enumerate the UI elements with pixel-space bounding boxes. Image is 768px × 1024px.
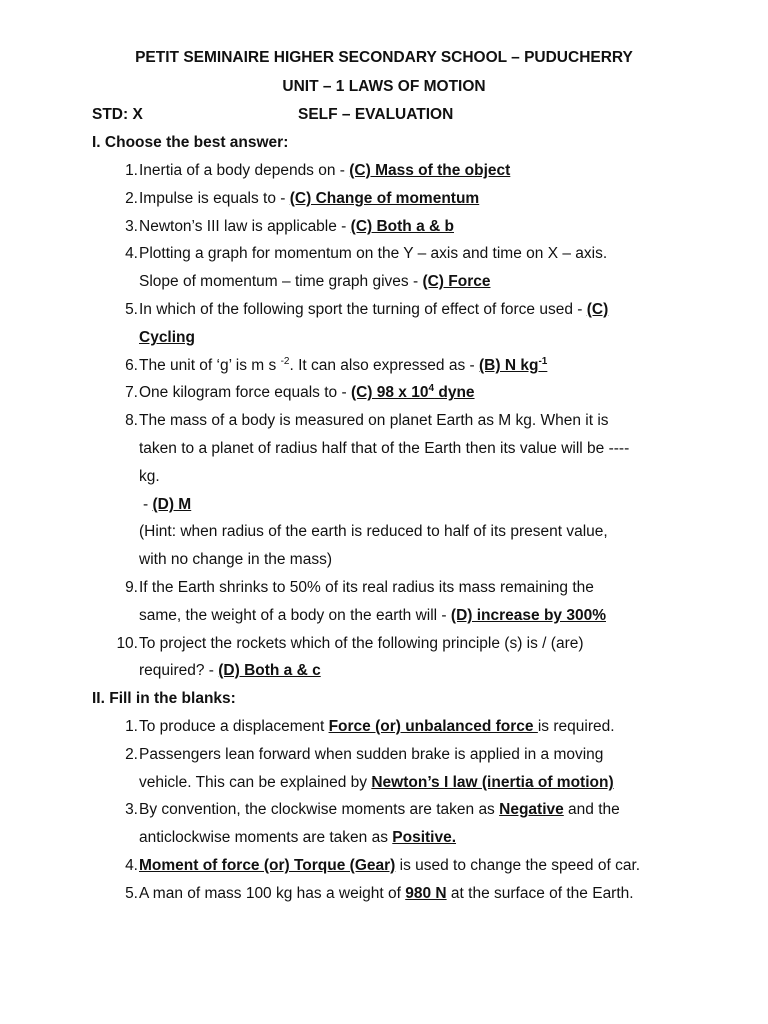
question-text: In which of the following sport the turning of effect of force used - (C) xyxy=(139,301,609,318)
question-text: vehicle. This can be explained by Newton’s I law (inertia of motion) xyxy=(139,774,614,791)
answer: 980 N xyxy=(405,885,447,902)
answer: (C) Force xyxy=(422,273,491,290)
answer: Positive. xyxy=(392,829,457,846)
answer: (C) 98 x $10^4$ dyne xyxy=(350,382,475,401)
question-number: 10. xyxy=(116,635,138,652)
question-text: To produce a displacement Force (or) unbalanced force is required. xyxy=(139,718,615,735)
question-number: 2. xyxy=(125,746,138,763)
question-text: taken to a planet of radius half that of the Earth then its value will be ---- xyxy=(139,440,630,457)
answer: Negative xyxy=(499,801,564,818)
question-text: Plotting a graph for momentum on the Y – axis and time on X – axis. xyxy=(139,245,608,262)
question-text: Newton’s III law is applicable - (C) Both a & b xyxy=(139,218,454,235)
question-text: If the Earth shrinks to 50% of its real radius its mass remaining the xyxy=(139,579,594,596)
question-text: kg. xyxy=(139,468,160,485)
answer: (D) increase by 300% xyxy=(450,607,606,624)
answer: (C) Mass of the object xyxy=(349,162,511,179)
question-text: One kilogram force equals to - (C) 98 x $10^4$ dyne xyxy=(139,382,475,401)
question-number: 5. xyxy=(125,885,138,902)
answer: (C) xyxy=(586,301,609,318)
answer: Newton’s I law (inertia of motion) xyxy=(371,774,614,791)
question-text: Impulse is equals to - (C) Change of momentum xyxy=(139,190,480,207)
question-number: 6. xyxy=(125,357,138,374)
answer: (B) N $kg^{-1}$ xyxy=(479,355,548,374)
question-text: anticlockwise moments are taken as Positive. xyxy=(139,829,457,846)
hint-text: with no change in the mass) xyxy=(139,551,332,568)
std-label: STD: X xyxy=(92,106,143,123)
question-number: 3. xyxy=(125,801,138,818)
question-text: - (D) M xyxy=(143,496,192,513)
answer: Force (or) unbalanced force xyxy=(328,718,538,735)
section1-heading-text: I. Choose the best answer: xyxy=(92,134,289,151)
question-text: A man of mass 100 kg has a weight of 980 N at the surface of the Earth. xyxy=(139,885,634,902)
unit-title: UNIT – 1 LAWS OF MOTION xyxy=(282,78,486,95)
hint-text: (Hint: when radius of the earth is reduced to half of its present value, xyxy=(139,523,608,540)
question-text: same, the weight of a body on the earth will - (D) increase by 300% xyxy=(139,607,606,624)
section2-heading-text: II. Fill in the blanks: xyxy=(92,690,236,707)
question-text: By convention, the clockwise moments are taken as Negative and the xyxy=(139,801,620,818)
question-number: 5. xyxy=(125,301,138,318)
answer: (C) Both a & b xyxy=(350,218,454,235)
answer: Moment of force (or) Torque (Gear) xyxy=(139,857,396,874)
self-evaluation-label: SELF – EVALUATION xyxy=(298,106,454,123)
question-number: 7. xyxy=(125,384,138,401)
question-text: required? - (D) Both a & c xyxy=(139,662,321,679)
question-text: Inertia of a body depends on - (C) Mass of the object xyxy=(139,162,511,179)
question-text: The unit of ‘g’ is m s $^{-2}$. It can also expressed as - (B) N $kg^{-1}$ xyxy=(139,355,548,374)
answer: (D) M xyxy=(152,496,192,513)
question-text: To project the rockets which of the following principle (s) is / (are) xyxy=(139,635,584,652)
question-text: Slope of momentum – time graph gives - (C) Force xyxy=(139,273,491,290)
question-number: 3. xyxy=(125,218,138,235)
question-number: 1. xyxy=(125,718,138,735)
question-number: 8. xyxy=(125,412,138,429)
question-number: 1. xyxy=(125,162,138,179)
question-number: 9. xyxy=(125,579,138,596)
question-text: The mass of a body is measured on planet Earth as M kg. When it is xyxy=(139,412,609,429)
school-title: PETIT SEMINAIRE HIGHER SECONDARY SCHOOL – PUDUCHERRY xyxy=(135,49,633,66)
answer: (D) Both a & c xyxy=(218,662,321,679)
question-text: Passengers lean forward when sudden brake is applied in a moving xyxy=(139,746,604,763)
answer: Cycling xyxy=(139,329,195,346)
question-number: 2. xyxy=(125,190,138,207)
question-number: 4. xyxy=(125,245,138,262)
question-number: 4. xyxy=(125,857,138,874)
answer: (C) Change of momentum xyxy=(289,190,480,207)
question-text: Moment of force (or) Torque (Gear) is used to change the speed of car. xyxy=(139,857,641,874)
